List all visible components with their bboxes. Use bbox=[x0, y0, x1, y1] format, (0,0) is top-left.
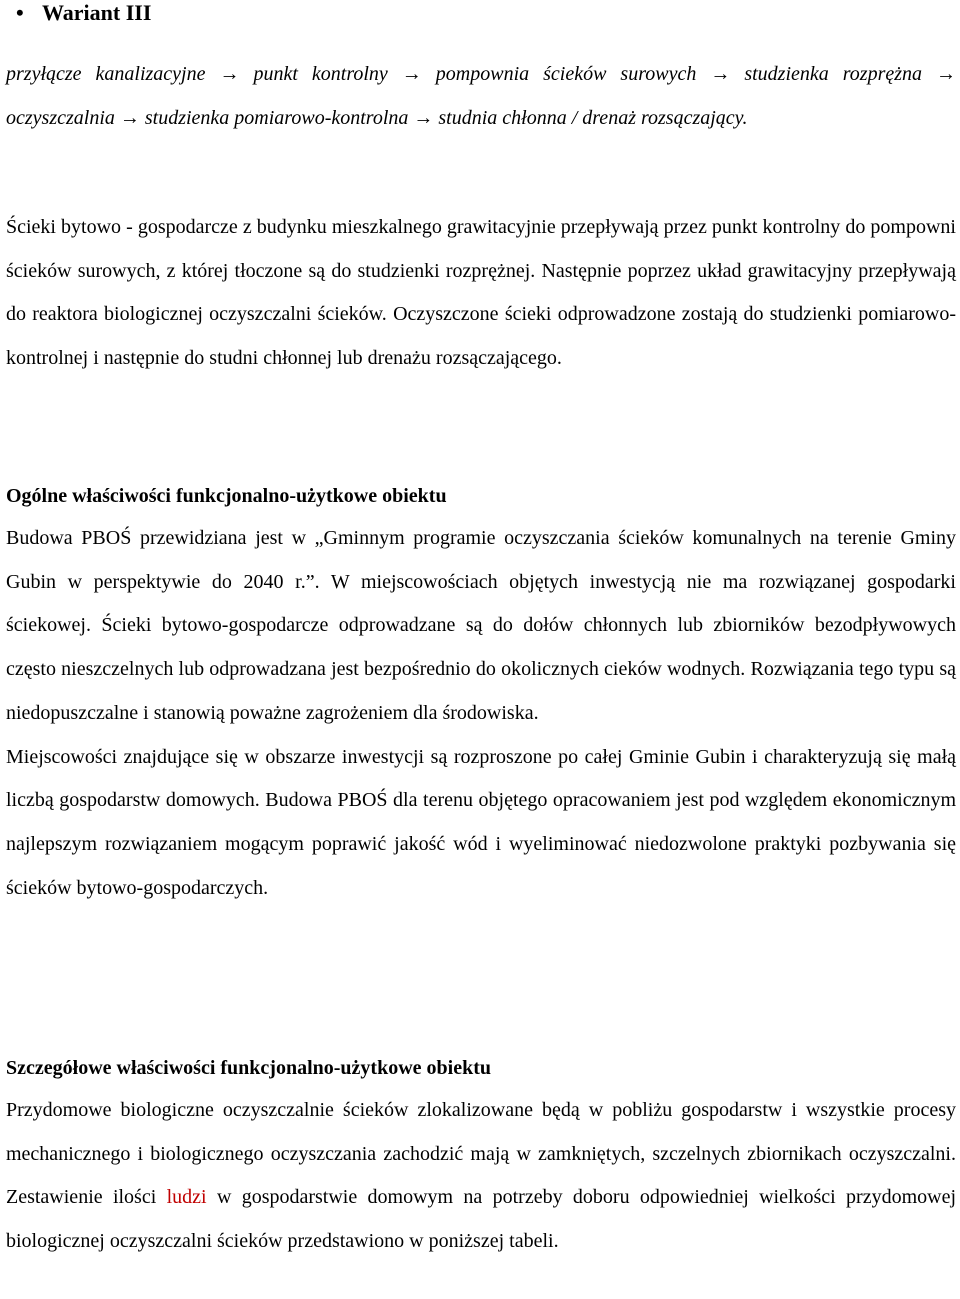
variant-scheme: przyłącze kanalizacyjne → punkt kontrolny → pompownia ścieków surowych → studzienka rozprężna → oczyszczalnia → studzienka pomiarowo-kontrolna → studnia chłonna / drenaż rozsączający. bbox=[6, 63, 956, 129]
general-paragraph-2: Miejscowości znajdujące się w obszarze inwestycji są rozproszone po całej Gminie Gubin i charakteryzują się małą liczbą gospodarstw domowych. Budowa PBOŚ dla terenu objętego opracowaniem jest pod względem ekonomicznym najlepszym rozwiązaniem mogącym poprawić jakość wód i wyeliminować niedozwolone praktyki pozbywania się ścieków bytowo-gospodarczych. bbox=[6, 745, 956, 899]
variant-title: Wariant III bbox=[42, 0, 152, 25]
general-section-body bbox=[6, 517, 956, 910]
detailed-heading: Szczegółowe właściwości funkcjonalno-użytkowe obiektu bbox=[6, 1057, 491, 1079]
highlighted-word: ludzi bbox=[166, 1186, 207, 1209]
variant-heading bbox=[16, 0, 152, 26]
detailed-text-after: w gospodarstwie domowym na potrzeby doboru odpowiedniej wielkości przydomowej biologicznej oczyszczalni ścieków przedstawiono w poniższej tabeli. bbox=[6, 1186, 957, 1253]
bullet-icon: • bbox=[16, 0, 24, 25]
general-heading: Ogólne właściwości funkcjonalno-użytkowe obiektu bbox=[6, 485, 447, 507]
variant-description: Ścieki bytowo - gospodarcze z budynku mieszkalnego grawitacyjnie przepływają przez punkt kontrolny do pompowni ścieków surowych, z której tłoczone są do studzienki rozprężnej. Następnie poprzez układ grawitacyjny przepływają do reaktora biologicznej oczyszczalni ścieków. Oczyszczone ścieki odprowadzone zostają do studzienki pomiarowo-kontrolnej i następnie do studni chłonnej lub drenażu rozsączającego. bbox=[6, 216, 956, 370]
detailed-text-before: Przydomowe biologiczne oczyszczalnie ścieków zlokalizowane będą w pobliżu gospodarstw i wszystkie procesy mechanicznego i biologicznego oczyszczania zachodzić mają w zamkniętych, szczelnych zbiornikach oczyszczalni. Zestawienie ilości bbox=[6, 1099, 956, 1209]
detailed-paragraph bbox=[6, 1089, 956, 1264]
general-paragraph-1: Budowa PBOŚ przewidziana jest w „Gminnym programie oczyszczania ścieków komunalnych na terenie Gminy Gubin w perspektywie do 2040 r.”. W miejscowościach objętych inwestycją nie ma rozwiązanej gospodarki ściekowej. Ścieki bytowo-gospodarcze odprowadzane są do dołów chłonnych lub zbiorników bezodpływowych często nieszczelnych lub odprowadzana jest bezpośrednio do okolicznych cieków wodnych. Rozwiązania tego typu są niedopuszczalne i stanowią poważne zagrożeniem dla środowiska. bbox=[6, 527, 956, 724]
